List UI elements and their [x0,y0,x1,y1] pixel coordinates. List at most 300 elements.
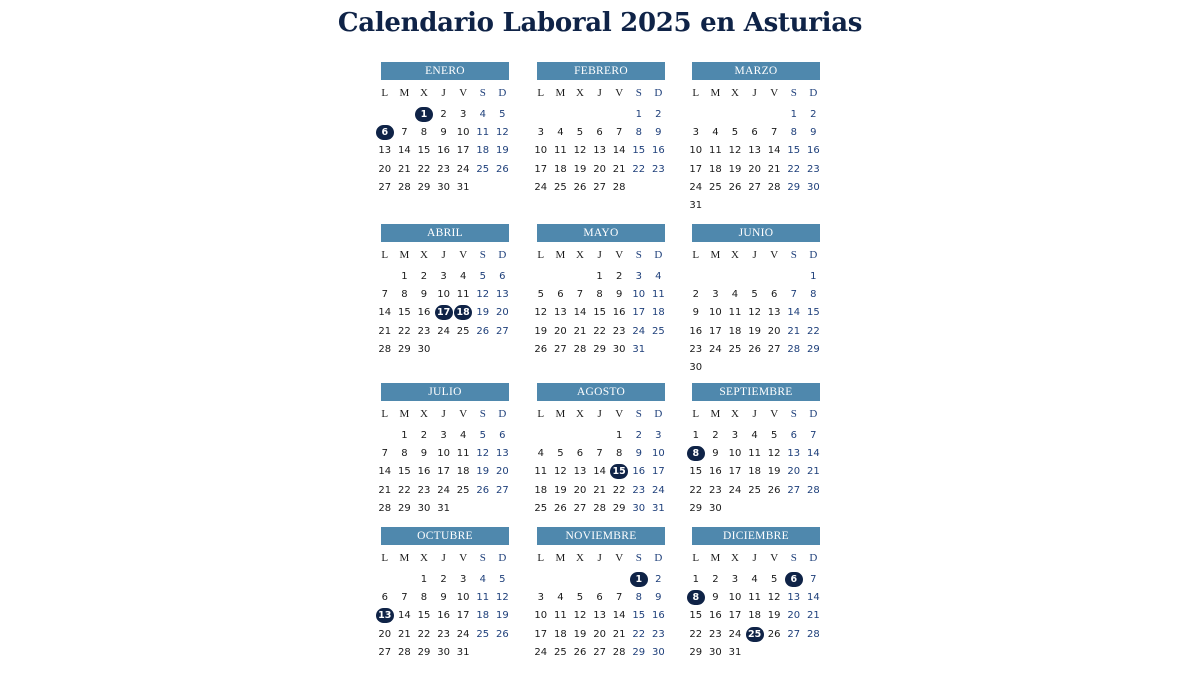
weekday-label: L [537,249,545,261]
calendar-day [706,304,726,322]
weekday-label: X [420,87,428,99]
calendar-day [784,124,804,142]
day-number: 14 [787,307,801,319]
calendar-day [609,341,629,359]
calendar-day [395,626,415,644]
weekday-row [375,551,521,565]
day-number: 2 [420,430,428,441]
day-number: 21 [593,484,606,496]
day-number: 29 [398,502,411,514]
day-number: 13 [767,307,781,319]
day-number: 15 [632,610,646,622]
weekday-label: D [654,408,663,420]
day-number: 3 [459,109,467,120]
calendar-day [493,589,513,607]
calendar-day [649,161,669,179]
day-number: 30 [651,646,665,658]
calendar-day [531,644,551,662]
day-number: 1 [790,109,797,120]
month-header: JUNIO [692,224,820,242]
calendar-day [434,268,454,286]
empty-day [570,427,590,445]
calendar-day [434,626,454,644]
day-number: 10 [437,448,450,460]
day-number: 16 [806,145,820,157]
calendar-day [493,626,513,644]
calendar-day [453,607,473,625]
day-number: 12 [495,592,509,604]
day-number: 1 [420,574,428,585]
empty-day [764,268,784,286]
day-number: 17 [534,628,548,640]
calendar-day [745,571,765,589]
calendar-day [395,268,415,286]
day-number: 27 [378,646,392,658]
week-row [375,463,521,481]
day-number: 5 [770,430,778,441]
calendar-day [804,268,824,286]
calendar-day [649,427,669,445]
weekday-label: J [597,249,602,261]
day-number: 19 [573,628,587,640]
weekday-label: X [576,408,584,420]
calendar-day [473,323,493,341]
day-number: 25 [554,646,567,658]
day-number: 15 [806,307,820,319]
day-number: 24 [437,484,450,496]
week-row [375,445,521,463]
calendar-day [473,571,493,589]
calendar-day [745,589,765,607]
calendar-day [804,142,824,160]
month-agosto [534,383,677,518]
weekday-label: L [537,408,545,420]
week-row [531,626,677,644]
day-number: 7 [401,592,408,604]
day-number: 9 [712,448,719,460]
day-number: 11 [476,592,490,604]
weekday-label: V [615,249,624,261]
day-number: 10 [456,592,470,604]
day-number: 10 [437,289,450,301]
empty-day [590,106,610,124]
calendar-day [473,463,493,481]
day-number: 12 [767,592,781,604]
day-number: 27 [495,325,509,337]
calendar-day [551,482,571,500]
week-row [531,607,677,625]
weekday-label: M [399,408,410,420]
day-number: 24 [689,181,703,193]
day-number: 27 [593,181,606,193]
day-number: 25 [534,502,548,514]
calendar-day [725,589,745,607]
day-number: 3 [537,592,544,604]
month-header: NOVIEMBRE [537,527,665,545]
day-number: 21 [398,163,411,175]
calendar-day [590,161,610,179]
calendar-day [551,500,571,518]
day-number: 8 [596,289,603,301]
empty-day [725,106,745,124]
holiday-day [434,304,454,322]
calendar-day [649,644,669,662]
day-number: 16 [709,610,722,622]
month-junio [689,224,832,377]
calendar-day [434,142,454,160]
day-number: 11 [748,592,761,604]
calendar-day [784,106,804,124]
day-number: 9 [420,448,428,460]
weekday-label: V [459,408,468,420]
weekday-label: V [615,87,624,99]
weekday-row [686,551,832,565]
week-row [531,427,677,445]
calendar-day [395,142,415,160]
calendar-day [531,463,551,481]
calendar-day [570,124,590,142]
calendar-day [784,626,804,644]
calendar-day [590,286,610,304]
calendar-day [395,589,415,607]
day-number: 24 [534,181,548,193]
calendar-day [725,179,745,197]
calendar-day [686,142,706,160]
day-number: 30 [709,646,722,658]
day-number: 20 [554,325,567,337]
calendar-day [551,286,571,304]
day-number: 18 [748,610,761,622]
day-number: 29 [612,502,626,514]
calendar-day [531,482,551,500]
calendar-day [804,106,824,124]
day-number: 2 [712,430,719,441]
day-number: 22 [806,325,820,337]
week-row [686,445,832,463]
weekday-label: V [459,249,468,261]
weekday-label: V [770,87,779,99]
weekday-label: L [381,552,389,564]
calendar-day [531,626,551,644]
week-row [686,427,832,445]
day-number: 14 [593,466,606,478]
day-number: 9 [420,289,428,301]
calendar-day [493,268,513,286]
calendar-day [434,179,454,197]
day-number: 12 [495,127,509,139]
day-number: 28 [787,343,801,355]
calendar-day [784,179,804,197]
day-number: 11 [709,145,722,157]
calendar-day [725,286,745,304]
week-row [375,427,521,445]
day-number: 8 [635,592,642,604]
day-number: 1 [596,271,603,282]
calendar-day [804,463,824,481]
calendar-day [784,286,804,304]
calendar-day [649,445,669,463]
calendar-day [764,341,784,359]
day-number: 26 [534,343,548,355]
day-number: 17 [728,610,742,622]
week-row [531,482,677,500]
day-number: 26 [573,646,587,658]
day-number: 21 [398,628,411,640]
day-number: 18 [554,628,567,640]
day-number: 17 [435,305,453,320]
day-number: 9 [615,289,623,301]
day-number: 14 [806,448,820,460]
day-number: 9 [712,592,719,604]
holiday-day [629,571,649,589]
day-number: 27 [767,343,781,355]
day-number: 27 [573,502,587,514]
holiday-day [453,304,473,322]
calendar-day [414,142,434,160]
day-number: 16 [437,145,450,157]
week-row [531,106,677,124]
calendar-day [473,482,493,500]
calendar-day [725,124,745,142]
day-number: 28 [593,502,606,514]
calendar-day [570,161,590,179]
calendar-day [764,427,784,445]
day-number: 18 [454,305,472,320]
calendar-day [590,323,610,341]
calendar-day [414,482,434,500]
weekday-label: L [537,552,545,564]
empty-day [745,106,765,124]
weekday-label: J [752,249,757,261]
day-number: 20 [495,307,509,319]
day-number: 23 [437,163,450,175]
day-number: 6 [499,271,506,282]
day-number: 14 [806,592,820,604]
day-number: 29 [689,646,703,658]
calendar-day [609,500,629,518]
weekday-label: J [441,249,446,261]
calendar-day [629,644,649,662]
calendar-day [629,427,649,445]
day-number: 31 [437,502,450,514]
calendar-day [434,500,454,518]
day-number: 2 [810,109,817,120]
calendar-day [453,571,473,589]
weekday-label: L [692,249,700,261]
weekday-label: S [790,552,797,564]
day-number: 15 [689,466,703,478]
calendar-day [629,142,649,160]
month-header: SEPTIEMBRE [692,383,820,401]
day-number: 26 [728,181,742,193]
calendar-day [453,445,473,463]
day-number: 1 [810,271,817,282]
day-number: 27 [787,628,801,640]
day-number: 21 [612,163,626,175]
day-number: 16 [709,466,722,478]
calendar-day [531,589,551,607]
day-number: 27 [593,646,606,658]
calendar-day [375,286,395,304]
calendar-day [784,304,804,322]
empty-day [764,106,784,124]
weekday-row [375,407,521,421]
calendar-day [649,286,669,304]
day-number: 22 [689,484,703,496]
day-number: 6 [596,127,603,139]
calendar-day [706,589,726,607]
day-number: 19 [554,484,567,496]
day-number: 26 [476,325,490,337]
calendar-day [493,571,513,589]
empty-day [570,571,590,589]
day-number: 4 [751,574,758,585]
empty-day [570,106,590,124]
day-number: 31 [728,646,742,658]
calendar-day [686,359,706,377]
day-number: 31 [456,181,470,193]
day-number: 14 [398,145,411,157]
day-number: 15 [398,466,411,478]
day-number: 28 [573,343,587,355]
calendar-day [493,463,513,481]
calendar-day [570,607,590,625]
weekday-label: S [479,408,486,420]
calendar-day [804,626,824,644]
day-number: 11 [456,448,470,460]
month-febrero [534,62,677,197]
day-number: 24 [437,325,450,337]
calendar-day [804,341,824,359]
day-number: 8 [420,127,428,139]
weekday-label: X [576,249,584,261]
calendar-day [395,500,415,518]
calendar-day [434,286,454,304]
calendar-day [375,500,395,518]
calendar-day [590,500,610,518]
week-row [686,268,832,286]
day-number: 2 [615,271,623,282]
empty-day [745,268,765,286]
day-number: 26 [495,163,509,175]
day-number: 16 [417,466,431,478]
day-number: 1 [692,430,699,441]
weekday-row [375,86,521,100]
calendar-day [745,286,765,304]
calendar-day [686,304,706,322]
day-number: 15 [593,307,606,319]
calendar-day [784,607,804,625]
calendar-day [764,482,784,500]
day-number: 3 [440,430,447,441]
calendar-day [493,124,513,142]
day-number: 28 [612,646,626,658]
day-number: 12 [476,448,490,460]
day-number: 23 [806,163,820,175]
day-number: 23 [417,484,431,496]
week-row [375,106,521,124]
calendar-day [629,323,649,341]
weekday-label: M [555,552,566,564]
calendar-day [706,161,726,179]
day-number: 16 [417,307,431,319]
calendar-day [686,179,706,197]
empty-day [686,268,706,286]
calendar-day [551,445,571,463]
week-row [686,644,832,662]
calendar-day [375,304,395,322]
calendar-day [804,427,824,445]
day-number: 11 [748,448,761,460]
week-row [531,445,677,463]
calendar-day [395,323,415,341]
day-number: 20 [495,466,509,478]
calendar-day [414,124,434,142]
calendar-day [609,268,629,286]
calendar-day [804,286,824,304]
weekday-label: X [576,552,584,564]
day-number: 31 [651,502,665,514]
day-number: 13 [593,145,606,157]
weekday-label: J [752,552,757,564]
day-number: 13 [787,592,801,604]
weekday-label: S [635,249,642,261]
day-number: 22 [689,628,703,640]
week-row [375,179,521,197]
weekday-label: X [731,552,739,564]
calendar-day [473,304,493,322]
calendar-day [531,304,551,322]
weekday-label: J [752,87,757,99]
empty-day [375,427,395,445]
day-number: 15 [689,610,703,622]
calendar-day [375,179,395,197]
day-number: 29 [632,646,646,658]
month-header: FEBRERO [537,62,665,80]
calendar-day [395,124,415,142]
calendar-day [686,323,706,341]
calendar-day [434,323,454,341]
calendar-day [725,445,745,463]
day-number: 12 [748,307,761,319]
day-number: 18 [476,145,490,157]
day-number: 18 [476,610,490,622]
calendar-day [531,500,551,518]
weekday-label: X [576,87,584,99]
calendar-day [493,323,513,341]
calendar-day [804,482,824,500]
calendar-day [375,161,395,179]
day-number: 8 [810,289,817,301]
calendar-day [375,644,395,662]
calendar-day [609,445,629,463]
week-row [375,341,521,359]
weekday-label: V [770,408,779,420]
calendar-day [804,323,824,341]
month-header: AGOSTO [537,383,665,401]
weekday-label: X [420,552,428,564]
day-number: 30 [437,181,450,193]
day-number: 6 [770,289,778,301]
day-number: 8 [635,127,642,139]
calendar-day [745,463,765,481]
day-number: 25 [651,325,665,337]
day-number: 30 [632,502,646,514]
day-number: 30 [806,181,820,193]
day-number: 14 [573,307,587,319]
calendar-day [531,341,551,359]
calendar-day [609,607,629,625]
